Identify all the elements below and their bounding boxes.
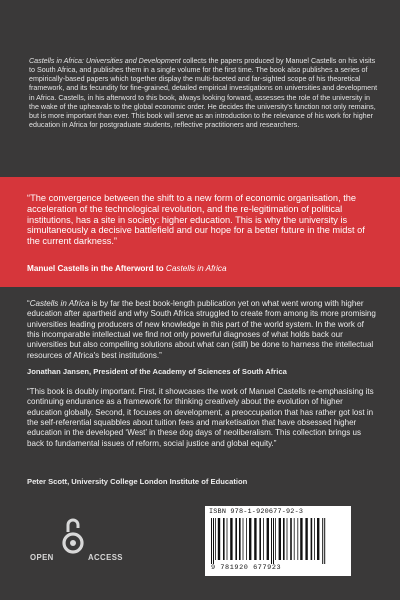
book-description — [29, 57, 379, 130]
barcode-bar — [223, 518, 225, 560]
barcode-bar — [273, 518, 274, 564]
barcode-bar — [254, 518, 256, 560]
endorsement-open-quote: “ — [27, 299, 30, 308]
barcode-bar — [235, 518, 237, 560]
barcode-bar — [283, 518, 285, 560]
barcode-bar — [279, 518, 281, 560]
barcode-bar — [317, 518, 319, 560]
barcode-bar — [259, 518, 261, 560]
isbn-label: ISBN 978-1-920677-92-3 — [209, 508, 304, 516]
open-access-word-access: ACCESS — [88, 553, 123, 562]
barcode-bar — [275, 518, 276, 560]
castells-attribution-title: Castells in Africa — [165, 264, 227, 273]
attribution-jansen: Jonathan Jansen, President of the Academy of Sciences of South Africa — [27, 367, 287, 376]
barcode-bar — [249, 518, 251, 560]
barcode-bars — [209, 518, 347, 564]
barcode-bar — [290, 518, 292, 560]
barcode-bar — [294, 518, 295, 560]
barcode-bar — [239, 518, 241, 560]
barcode-bar — [297, 518, 298, 560]
endorsement-book-title: Castells in Africa — [29, 299, 90, 308]
endorsement-jansen — [27, 299, 377, 361]
barcode-bar — [230, 518, 232, 560]
barcode-bar — [263, 518, 264, 560]
barcode-bar — [213, 518, 214, 564]
attribution-scott: Peter Scott, University College London Institute of Education — [27, 477, 248, 486]
barcode-bar — [267, 518, 269, 560]
barcode-bar — [243, 518, 244, 560]
endorsement-jansen-text: is by far the best book-length publication yet on what went wrong with higher education after apartheid and why South Africa struggled to create from among its more promising universities leading producers of new knowledge in this part of the world system. In the work of this incomparable intellectual we find not only powerful diagnoses of what holds back our universities but also compelling solutions about what can (still) be done to harness the intellectual resources of Africa's best institutions.” — [27, 299, 376, 360]
isbn-barcode — [205, 506, 351, 576]
barcode-bar — [211, 518, 212, 564]
open-access-lock-icon — [62, 516, 84, 556]
barcode-bar — [305, 518, 307, 560]
open-access-word-open: OPEN — [30, 553, 54, 562]
barcode-bar — [271, 518, 272, 564]
open-access-logo — [30, 516, 140, 564]
castells-attribution-text: Manuel Castells in the Afterword to — [27, 264, 166, 273]
barcode-bar — [322, 518, 323, 564]
barcode-bar — [218, 518, 220, 560]
castells-quote: “The convergence between the shift to a new form of economic organisation, the acceleration of the technological revolution, and the re-legitimation of political institutions, has a site in society: higher education. This is why the university is simultaneously a decisive battlefield and our hope for a better future in the midst of the current darkness.” — [27, 193, 365, 247]
quote-band — [0, 177, 400, 287]
barcode-bar — [287, 518, 288, 560]
barcode-bar — [314, 518, 315, 560]
barcode-bar — [324, 518, 325, 564]
castells-attribution — [27, 264, 379, 274]
barcode-bar — [215, 518, 216, 560]
barcode-bar — [300, 518, 302, 560]
barcode-bar — [311, 518, 313, 560]
barcode-bar — [246, 518, 247, 560]
description-text: collects the papers produced by Manuel Castells on his visits to South Africa, and publishes them in a single volume for the first time. The book also publishes a series of empirically-based papers which together display the multi-faceted and far-sighted scope of his theoretical framework, and its fecundity for fine-grained, detailed empirical investigations on universities and development in Africa. Castells, in his afterword to this book, always looking forward, assesses the role of the university in the wake of the upheavals to the global economic order. He decides the university's function not only remains, but is more important than ever. This book will serve as an introduction to the relevance of his work for higher education in Africa for postgraduate students, reflective practitioners and researchers. — [29, 57, 378, 130]
book-title-italic: Castells in Africa: Universities and Development — [29, 57, 181, 65]
isbn-number: 9 781920 677923 — [211, 564, 282, 572]
endorsement-scott: “This book is doubly important. First, it showcases the work of Manuel Castells re-emphasising its continuing endurance as a framework for thinking creatively about the evolution of higher education globally. Second, it focuses on development, a preoccupation that has rather got lost in the self-referential squabbles about tuition fees and marketisation that have obsessed higher education in the developed ‘West’ in these dog days of neoliberalism. This collection brings us back to fundamental issues of reform, social justice and global equity.” — [27, 387, 374, 448]
barcode-bar — [227, 518, 228, 560]
